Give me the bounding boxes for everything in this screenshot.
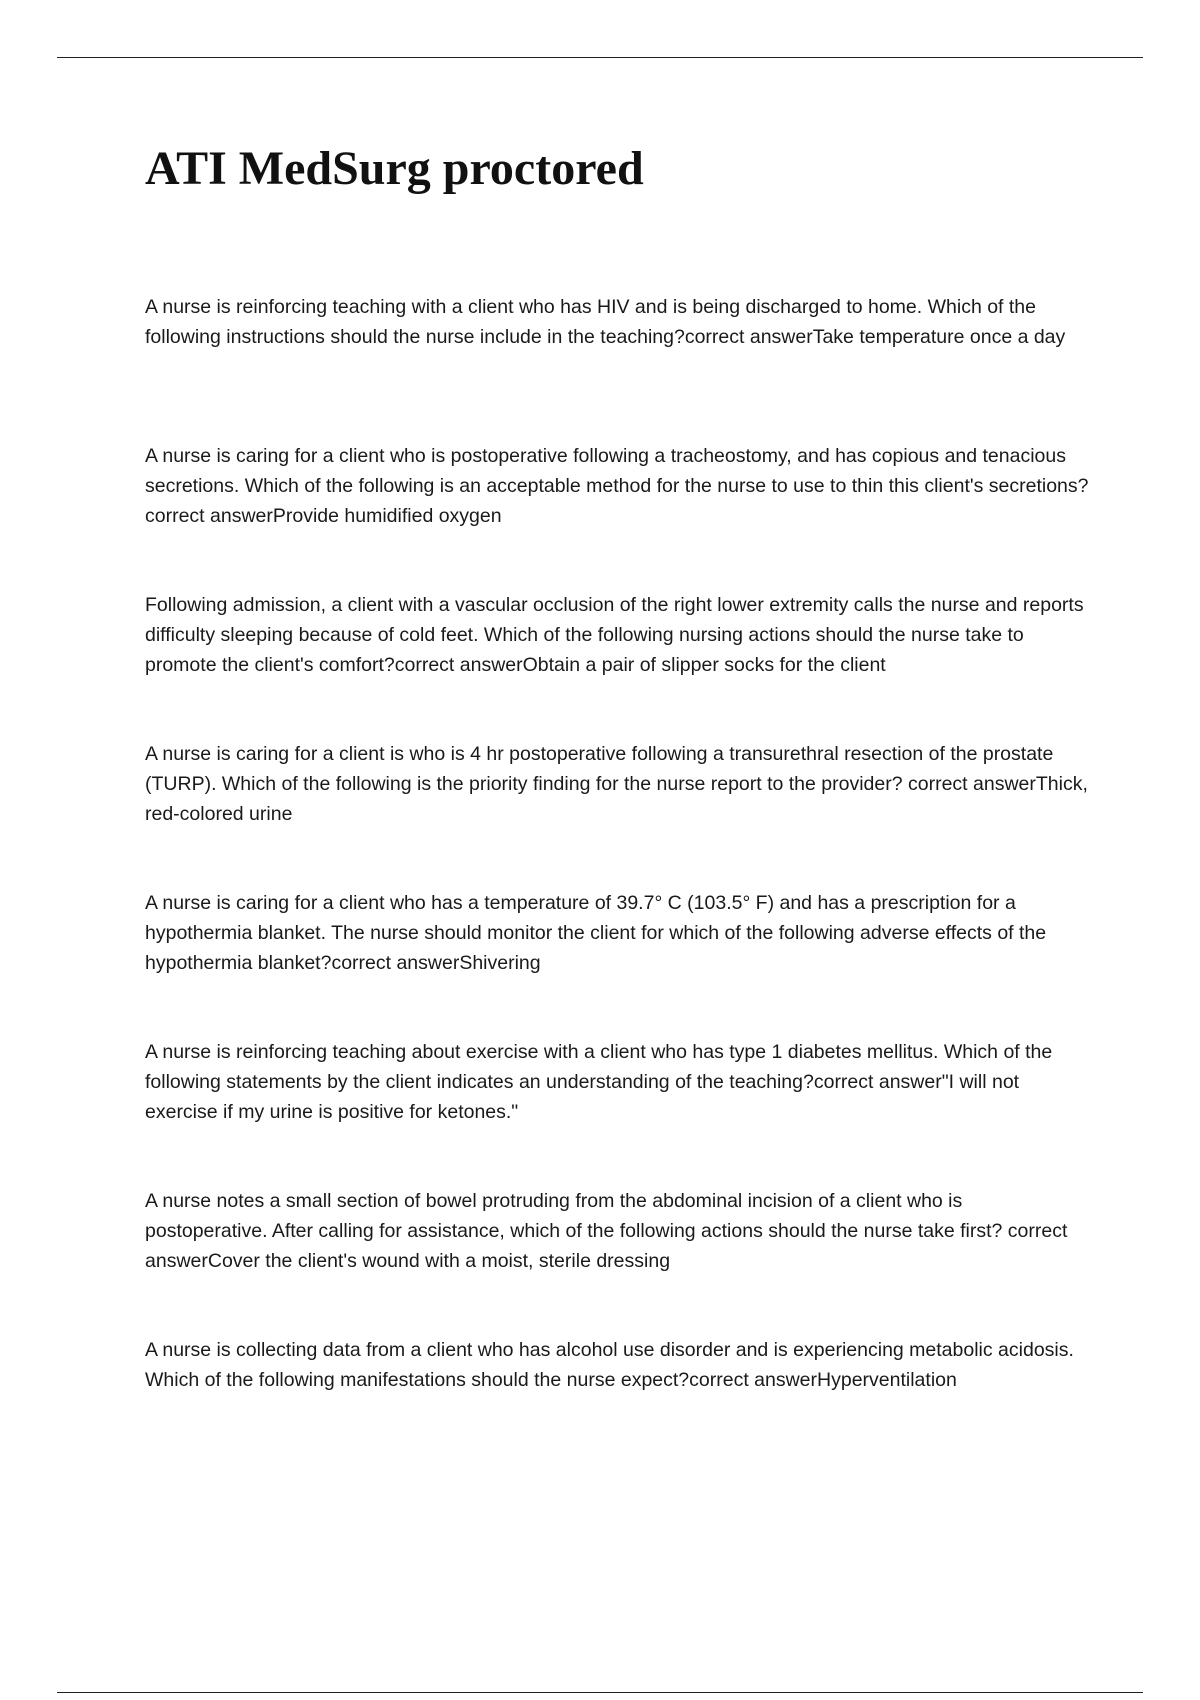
question-entry: A nurse is reinforcing teaching about exercise with a client who has type 1 diabetes mellitus. Which of the following statements by the client indicates an understanding of the teaching?correct answer"I will not exercise if my urine is positive for ketones." [145, 1041, 1053, 1123]
question-entry: A nurse is caring for a client is who is 4 hr postoperative following a transurethral resection of the prostate (TURP). Which of the following is the priority finding for the nurse report to the provider? correct answerThick, red-colored urine [145, 743, 1088, 825]
footer-rule [57, 1692, 1143, 1693]
question-entry: Following admission, a client with a vascular occlusion of the right lower extremity calls the nurse and reports difficulty sleeping because of cold feet. Which of the following nursing actions should the nurse take to promote the client's comfort?correct answerObtain a pair of slipper socks for the client [145, 594, 1084, 676]
question-entry: A nurse notes a small section of bowel protruding from the abdominal incision of a client who is postoperative. After calling for assistance, which of the following actions should the nurse take first? correct answerCover the client's wound with a moist, sterile dressing [145, 1190, 1068, 1272]
question-entry: A nurse is caring for a client who is postoperative following a tracheostomy, and has copious and tenacious secretions. Which of the following is an acceptable method for the nurse to use to thin this client's secretions?correct answerProvide humidified oxygen [145, 445, 1089, 527]
question-entry: A nurse is reinforcing teaching with a client who has HIV and is being discharged to home. Which of the following instructions should the nurse include in the teaching?correct answerTake temperature once a day [145, 296, 1066, 348]
question-list [145, 292, 1090, 1484]
page-title: ATI MedSurg proctored [145, 142, 644, 195]
header-rule [57, 57, 1143, 58]
question-entry: A nurse is caring for a client who has a temperature of 39.7° C (103.5° F) and has a prescription for a hypothermia blanket. The nurse should monitor the client for which of the following adverse effects of the hypothermia blanket?correct answerShivering [145, 892, 1047, 974]
question-entry: A nurse is collecting data from a client who has alcohol use disorder and is experiencing metabolic acidosis. Which of the following manifestations should the nurse expect?correct answerHyperventilation [145, 1339, 1074, 1391]
